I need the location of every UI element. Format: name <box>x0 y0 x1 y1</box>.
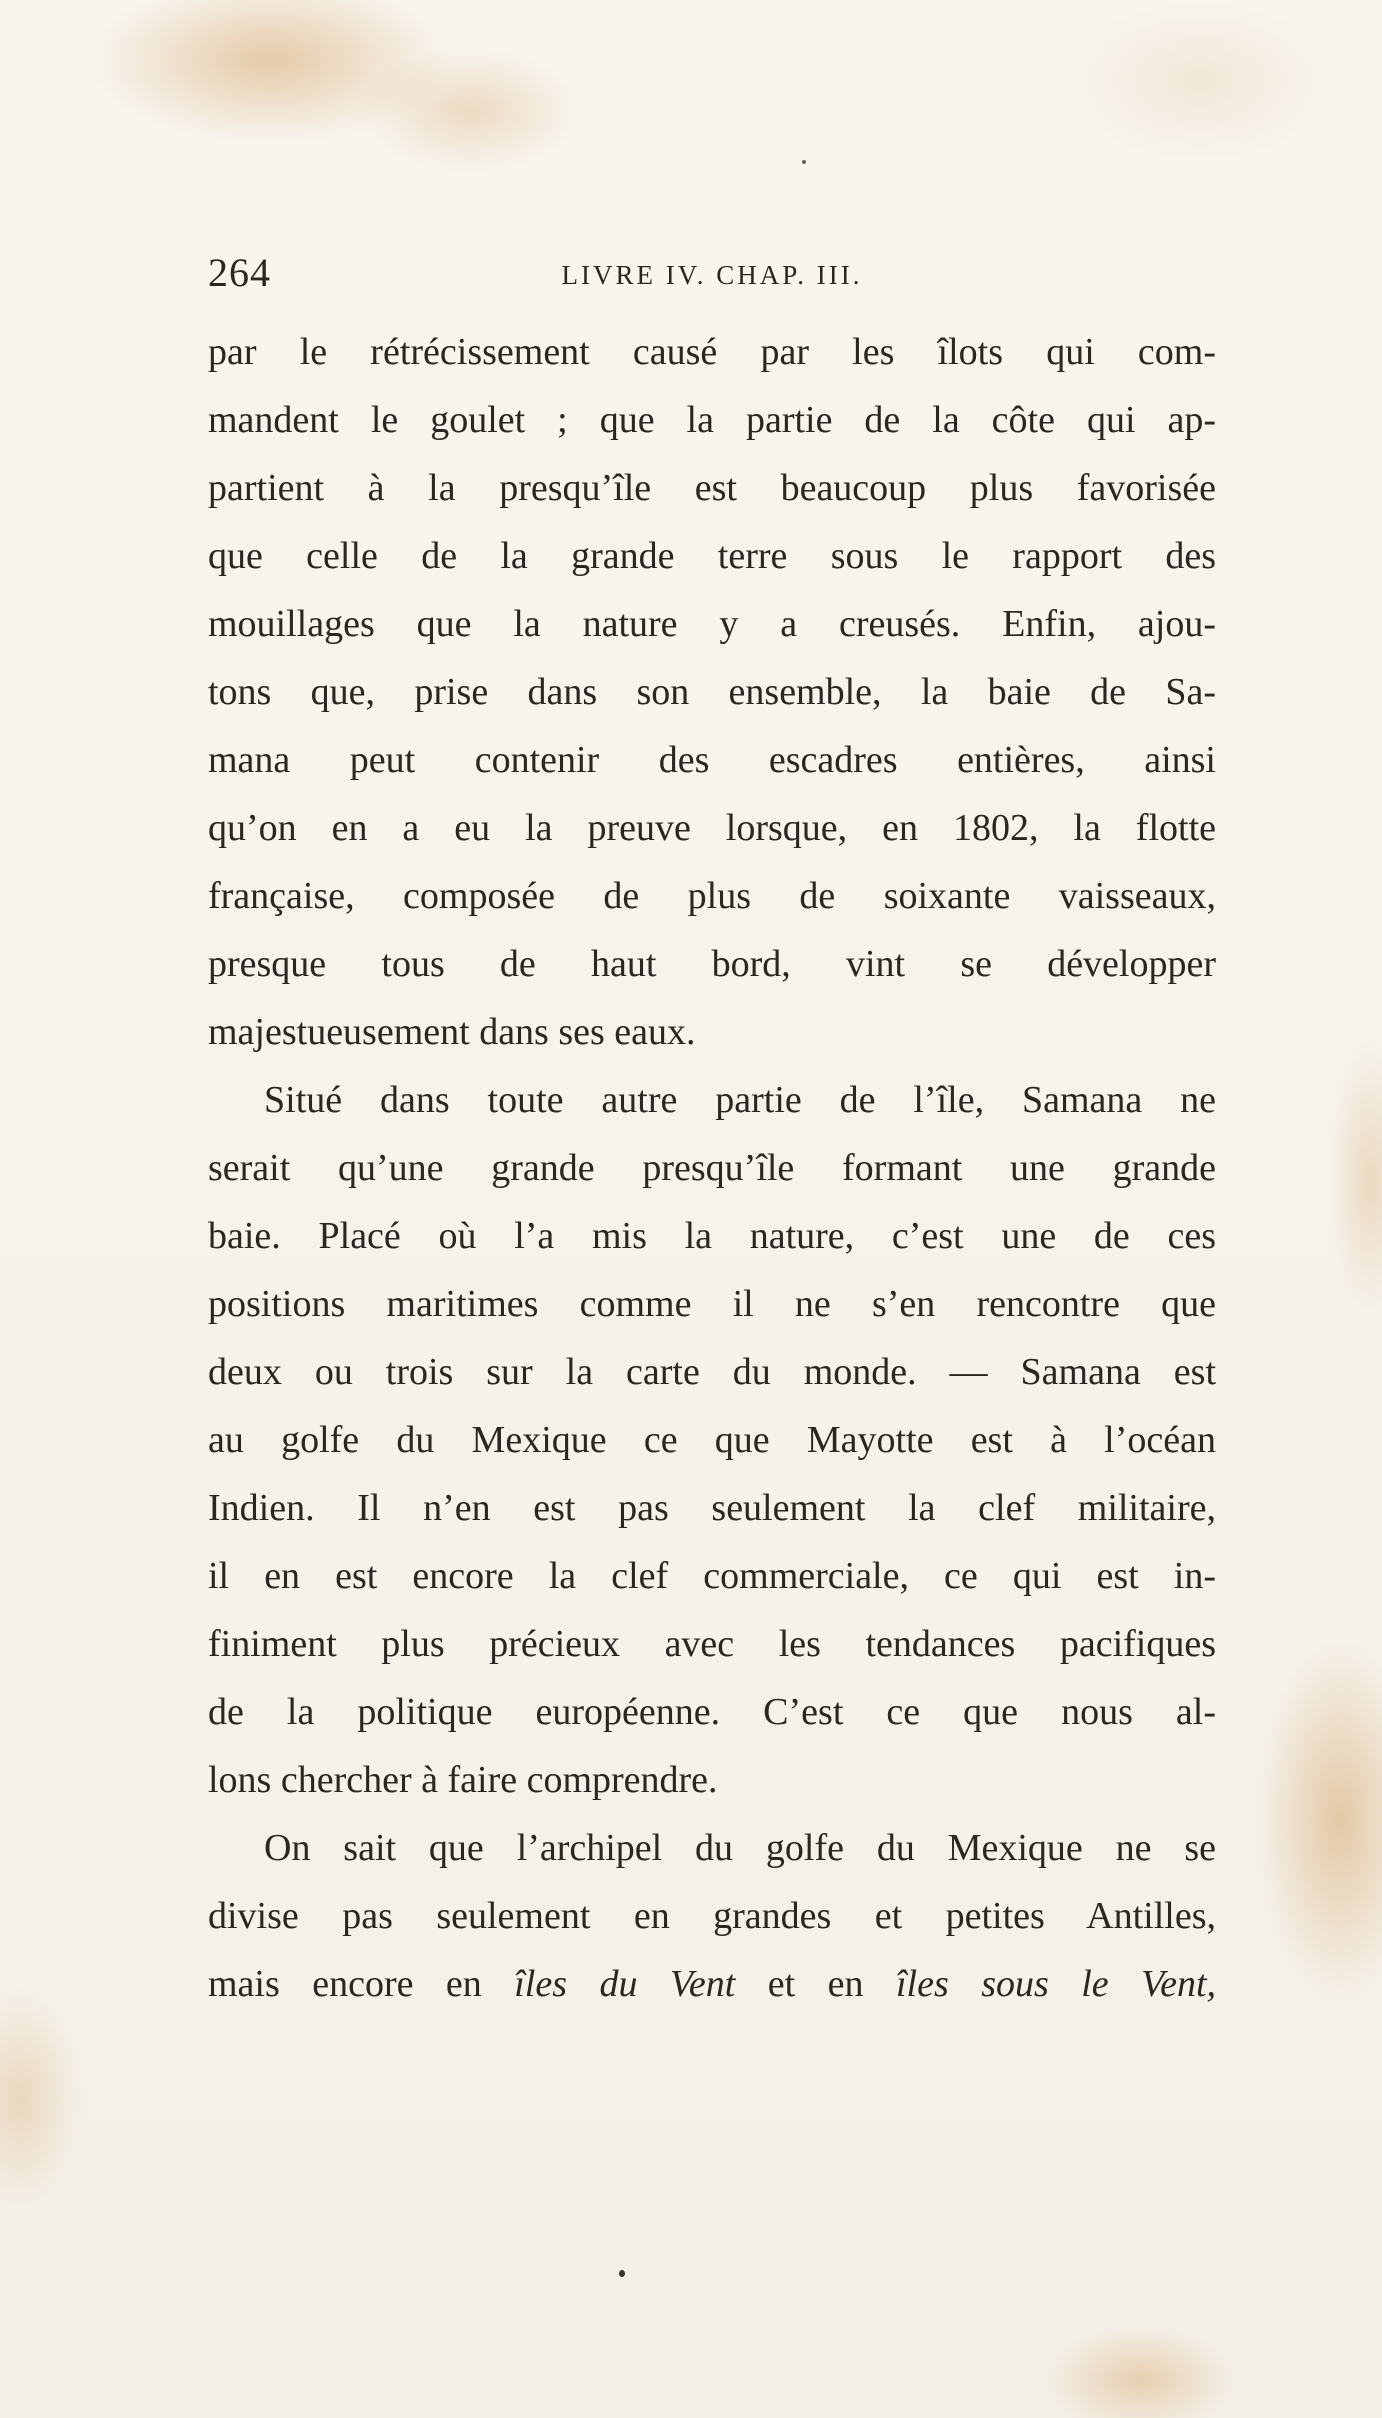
page-header <box>208 248 1216 298</box>
text-line: il en est encore la clef commerciale, ce qui est in- <box>208 1555 1216 1597</box>
text-line: partient à la presqu’île est beaucoup plus favorisée <box>208 467 1216 509</box>
text-line: majestueusement dans ses eaux. <box>208 1011 696 1053</box>
text-line: tons que, prise dans son ensemble, la baie de Sa- <box>208 671 1216 713</box>
text-segment: et en <box>767 1963 864 2005</box>
ink-dot-ornament <box>619 2270 625 2277</box>
text-line: par le rétrécissement causé par les îlots qui com- <box>208 331 1216 373</box>
text-line: au golfe du Mexique ce que Mayotte est à l’océan <box>208 1419 1216 1461</box>
text-line: serait qu’une grande presqu’île formant une grande <box>208 1147 1216 1189</box>
body-text <box>208 318 1216 2018</box>
text-line: mana peut contenir des escadres entières, ainsi <box>208 739 1216 781</box>
page-number: 264 <box>208 250 271 295</box>
text-line: mandent le goulet ; que la partie de la côte qui ap- <box>208 399 1216 441</box>
text-line: qu’on en a eu la preuve lorsque, en 1802, la flotte <box>208 807 1216 849</box>
text-line: baie. Placé où l’a mis la nature, c’est une de ces <box>208 1215 1216 1257</box>
text-line: presque tous de haut bord, vint se développer <box>208 943 1216 985</box>
text-line: On sait que l’archipel du golfe du Mexique ne se <box>264 1827 1216 1869</box>
text-line: française, composée de plus de soixante vaisseaux, <box>208 875 1216 917</box>
running-head: LIVRE IV. CHAP. III. <box>561 260 863 290</box>
text-line: Situé dans toute autre partie de l’île, Samana ne <box>264 1079 1216 1121</box>
text-line: finiment plus précieux avec les tendances pacifiques <box>208 1623 1216 1665</box>
text-segment: mais encore en <box>208 1963 482 2005</box>
text-line: Indien. Il n’en est pas seulement la clef militaire, <box>208 1487 1216 1529</box>
ink-speck <box>802 160 806 164</box>
text-line-last <box>208 1950 1216 2018</box>
text-line: lons chercher à faire comprendre. <box>208 1759 718 1801</box>
text-line: divise pas seulement en grandes et petites Antilles, <box>208 1895 1216 1937</box>
text-line: que celle de la grande terre sous le rapport des <box>208 535 1216 577</box>
italic-segment: îles sous le Vent, <box>895 1963 1217 2005</box>
text-line: positions maritimes comme il ne s’en rencontre que <box>208 1283 1216 1325</box>
text-line: de la politique européenne. C’est ce que nous al- <box>208 1691 1216 1733</box>
text-line: mouillages que la nature y a creusés. Enfin, ajou- <box>208 603 1216 645</box>
italic-segment: îles du Vent <box>514 1963 736 2005</box>
text-line: deux ou trois sur la carte du monde. — Samana est <box>208 1351 1216 1393</box>
